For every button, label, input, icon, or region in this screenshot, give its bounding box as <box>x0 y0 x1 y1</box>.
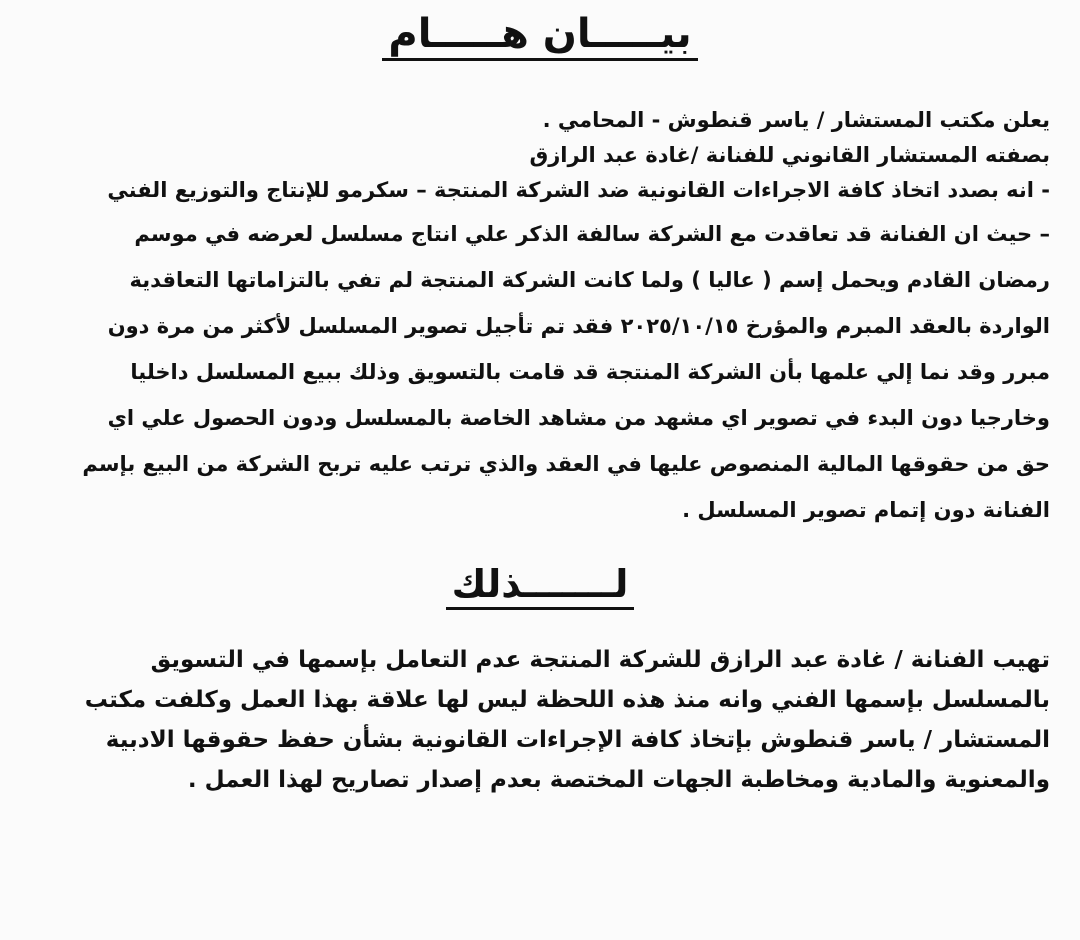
intro-line-capacity: بصفته المستشار القانوني للفنانة /غادة عبد الرازق <box>529 143 1050 167</box>
body-line: وخارجيا دون البدء في تصوير اي مشهد من مشاهد الخاصة بالمسلسل ودون الحصول علي اي <box>107 406 1050 430</box>
document-title-text: بيـــــان هـــــام <box>382 14 697 61</box>
intro-line-announcer: يعلن مكتب المستشار / ياسر قنطوش - المحامي . <box>542 108 1050 132</box>
body-line: مبرر وقد نما إلي علمها بأن الشركة المنتجة قد قامت بالتسويق وذلك ببيع المسلسل داخليا <box>130 360 1050 384</box>
statement-body <box>30 211 1050 533</box>
section-heading-text: لـــــــذلك <box>446 565 635 610</box>
section-heading <box>30 562 1050 610</box>
conclusion-line: والمعنوية والمادية ومخاطبة الجهات المختصة بعدم إصدار تصاريح لهذا العمل . <box>187 767 1050 793</box>
intro-line-action: - انه بصدد اتخاذ كافة الاجراءات القانونية ضد الشركة المنتجة – سكرمو للإنتاج والتوزيع الفني <box>107 178 1050 202</box>
body-line: رمضان القادم ويحمل إسم ( عاليا ) ولما كانت الشركة المنتجة لم تفي بالتزاماتها التعاقدية <box>129 268 1050 292</box>
conclusion-line: تهيب الفنانة / غادة عبد الرازق للشركة المنتجة عدم التعامل بإسمها في التسويق <box>150 647 1050 673</box>
body-line: الواردة بالعقد المبرم والمؤرخ ٢٠٢٥/١٠/١٥ فقد تم تأجيل تصوير المسلسل لأكثر من مرة دون <box>107 314 1050 338</box>
intro-section <box>30 106 1050 533</box>
conclusion-line: المستشار / ياسر قنطوش بإتخاذ كافة الإجراءات القانونية بشأن حفظ حقوقها الادبية <box>105 727 1050 753</box>
body-line: الفنانة دون إتمام تصوير المسلسل . <box>682 498 1050 522</box>
body-line: – حيث ان الفنانة قد تعاقدت مع الشركة سالفة الذكر علي انتاج مسلسل لعرضه في موسم <box>134 222 1050 246</box>
conclusion-section <box>30 640 1050 800</box>
document-title <box>30 0 1050 72</box>
body-line: حق من حقوقها المالية المنصوص عليها في العقد والذي ترتب عليه تربح الشركة من البيع بإسم <box>82 452 1050 476</box>
conclusion-line: بالمسلسل بإسمها الفني وانه منذ هذه اللحظة ليس لها علاقة بهذا العمل وكلفت مكتب <box>84 687 1050 713</box>
